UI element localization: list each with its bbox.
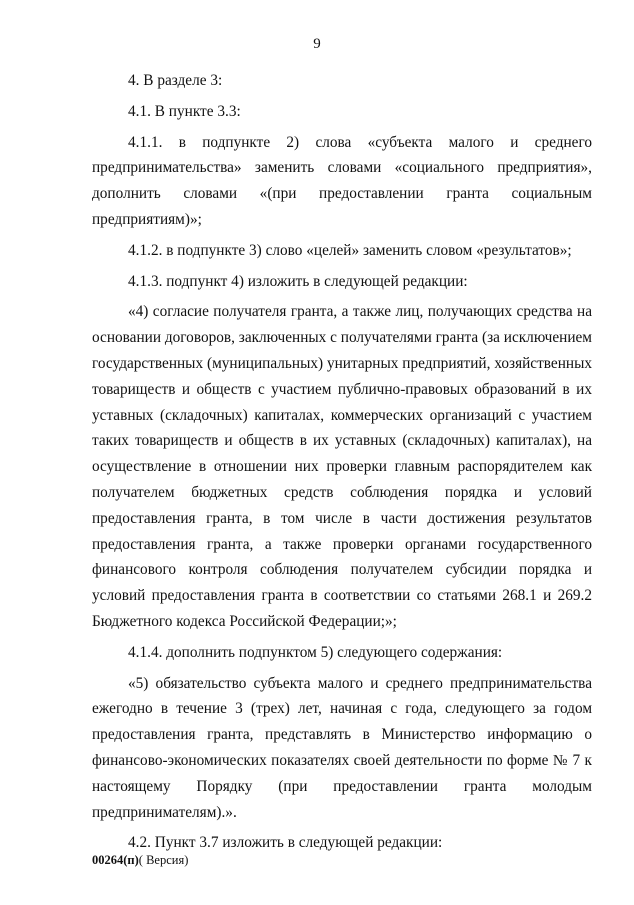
document-code (92, 853, 188, 868)
document-body (92, 68, 592, 856)
page-number: 9 (313, 36, 321, 52)
clause-4-2: 4.2. Пункт 3.7 изложить в следующей редакции: (128, 834, 443, 852)
document-code-number: 00264(п) (92, 853, 139, 867)
clause-4-1-1: 4.1.1. в подпункте 2) слова «субъекта малого и среднего предпринимательства» заменить словами «социального предприятия», дополнить словами «(при предоставлении гранта социальным предприятиям)»; (92, 133, 592, 228)
clause-4-1: 4.1. В пункте 3.3: (128, 102, 241, 120)
document-code-version: ( Версия) (138, 853, 189, 867)
quoted-subclause-5: «5) обязательство субъекта малого и среднего предпринимательства ежегодно в течение 3 (трех) лет, начиная с года, следующего за годом предоставления гранта, представлять в Министерство информацию о финансово-экономических показателях своей деятельности по форме № 7 к настоящему Порядку (при предоставлении гранта молодым предпринимателям).». (92, 674, 592, 821)
clause-4-1-4: 4.1.4. дополнить подпунктом 5) следующего содержания: (128, 643, 503, 661)
section-heading: 4. В разделе 3: (128, 72, 223, 89)
clause-4-1-3: 4.1.3. подпункт 4) изложить в следующей редакции: (128, 272, 468, 290)
clause-4-1-2: 4.1.2. в подпункте 3) слово «целей» заменить словом «результатов»; (128, 241, 572, 259)
quoted-subclause-4: «4) согласие получателя гранта, а также лиц, получающих средства на основании договоров, заключенных с получателями гранта (за исключением государственных (муниципальных) унитарных предприятий, хозяйственных товариществ и обществ с участием публично-правовых образований в их уставных (складочных) капиталах, коммерческих организаций с участием таких товариществ и обществ в их уставных (складочных) капиталах), на осуществление в отношении них проверки главным распорядителем как получателем бюджетных средств соблюдения порядка и условий предоставления гранта, в том числе в части достижения результатов предоставления гранта, а также проверки органами государственного финансового контроля соблюдения получателем субсидии порядка и условий предоставления гранта в соответствии со статьями 268.1 и 269.2 Бюджетного кодекса Российской Федерации;»; (92, 303, 592, 630)
